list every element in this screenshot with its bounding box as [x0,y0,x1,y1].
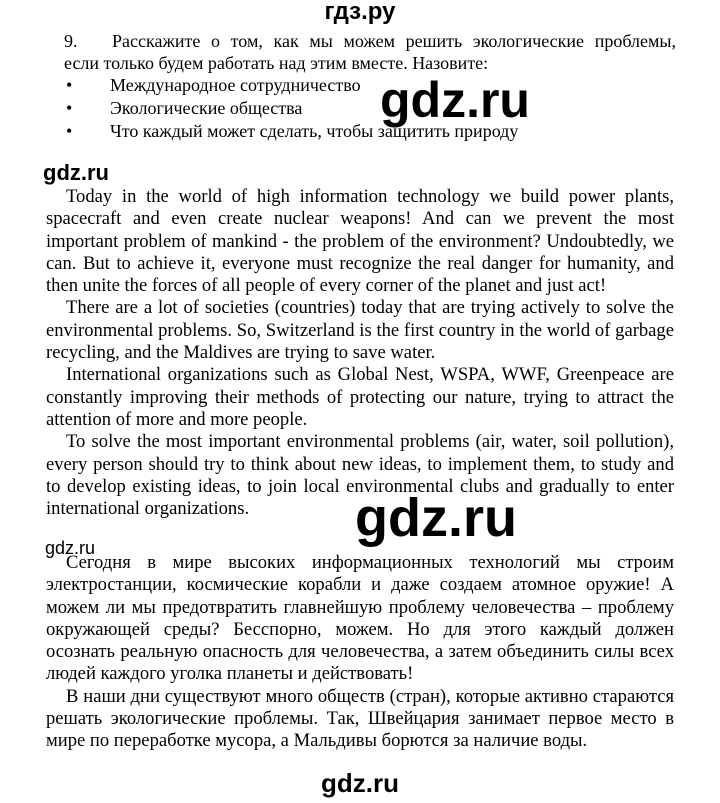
bullet-icon: • [66,98,73,118]
russian-answer [46,552,674,753]
watermark-top: гдз.ру [324,0,396,25]
bullet-text: Что каждый может сделать, чтобы защитить природу [110,121,519,141]
task-text-line1: Расскажите о том, как мы можем решить экологические проблемы, [112,31,676,51]
watermark-small: gdz.ru [43,160,109,185]
english-answer [46,186,674,520]
russian-paragraph: В наши дни существуют много обществ (стран), которые активно стараются решать экологические проблемы. Так, Швейцария занимает первое место в мире по переработке мусора, а Мальдивы борются за наличие воды. [46,685,674,752]
watermark-large: gdz.ru [380,72,530,128]
bullet-text: Международное сотрудничество [110,75,361,95]
task-block [64,30,676,143]
bullet-item [64,74,676,97]
bullet-item [64,120,676,143]
task-bullet-list [64,74,676,143]
english-paragraph: To solve the most important environmental problems (air, water, soil pollution), every person should try to think about new ideas, to implement them, to study and to develop existing ideas, to join local environmental clubs and gradually to enter international organizations. [46,431,674,520]
watermark-large: gdz.ru [355,488,517,548]
task-text-line2: если только будем работать над этим вместе. Назовите: [64,53,489,73]
bullet-item [64,97,676,120]
watermark-bottom: gdz.ru [321,768,399,798]
task-number: 9. [64,31,78,51]
bullet-text: Экологические общества [110,98,303,118]
bullet-icon: • [66,121,73,141]
watermark-small: gdz.ru [45,538,96,558]
task-line-1 [64,30,676,52]
bullet-icon: • [66,75,73,95]
english-paragraph: Today in the world of high information technology we build power plants, spacecraft and even create nuclear weapons! And can we prevent the most important problem of mankind - the problem of the environment? Undoubtedly, we can. But to achieve it, everyone must recognize the real danger for humanity, and then unite the forces of all people of every corner of the planet and just act! [46,186,674,297]
english-paragraph: International organizations such as Global Nest, WSPA, WWF, Greenpeace are constantly improving their methods of protecting our nature, trying to attract the attention of more and more people. [46,364,674,430]
russian-paragraph: Сегодня в мире высоких информационных технологий мы строим электростанции, космические корабли и даже создаем атомное оружие! А можем ли мы предотвратить главнейшую проблему человечества – проблему окружающей среды? Бесспорно, можем. Но для этого каждый должен осознать реальную опасность для человечества, а затем объединить силы всех людей каждого уголка планеты и действовать! [46,552,674,685]
english-paragraph: There are a lot of societies (countries) today that are trying actively to solve the environmental problems. So, Switzerland is the first country in the world of garbage recycling, and the Maldives are trying to save water. [46,297,674,364]
